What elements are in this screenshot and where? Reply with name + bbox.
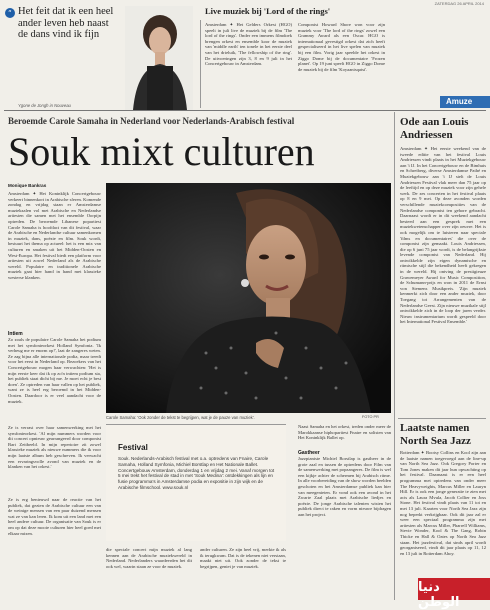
article-kicker: Beroemde Carole Samaha in Nederland voor Nederlands-Arabisch festival <box>8 116 295 126</box>
brief-live-col2: Componist Howard Shore won voor zijn muziek voor 'The lord of the rings' zowel een Grammy Award als een Oscar. HGO is internationaal gevestigd orkest dat zich heeft gespecialiseerd in het live spelen van muziek bij een film. Vorig jaar speelde het orkest in Ziggo Dome bij de documentaire 'Frozen planet'. Op 19 juni speelt HGO in Ziggo Dome de muziek bij de film 'Koyaanisqatsi'. <box>298 22 385 72</box>
col3-para1: Naast Samaha en het orkest, treden onder meer de Marokkaanse hiphopartiest Fnaire en solisten van Het Koninklijk Ballet op. <box>298 424 391 441</box>
watermark-logo <box>418 578 490 610</box>
festival-title: Festival <box>118 443 148 452</box>
col3-para2: Jazzpianiste Michiel Borstlap is gastheer in de grote zaal en tussen de optredens door Film van de samenwerking met popzangeres. De film is wel een kijkje achter de schermen bij Arabisch ritme. In alle voorbereiding van de show worden beelden geschoten en het Amsterdamse publiek kan hier van meegenieten. Er vond ook een avond in het Zwarte Zaal plaats met Arabische liedjes en poëzie. De jonge Arabische talenten wisten het publiek direct te raken en vorm nieuwe bijdragen aan het project. <box>298 456 391 517</box>
col1-para1: Amsterdam ✦ Het Koninklijk Concertgebouw verkeert binnenkort in Arabische sferen. Komende zondag en vrijdag staan er Amsterdamse muziekzalen vol met Arabische en Nederlandse artiesten die samen met het ensemble Oorpijn optreden. De beroemde Libanese popartiest Carole Samaha is hoofdact van dit festival, waar de Arabische en Nederlandse cultuur samenkomen in muziek, dans, poëzie en film. Souk wordt, bestuurt het thema op actueel: het is een mix van culturen en smaken uit het Midden-Oosten en West-Europa. Het festival biedt een platform voor artiesten uit zowel Nederland als de Arabische wereld. Populaire en traditionele Arabische muziek gaat hier hand in hand met klassieke westerse klanken. <box>8 191 101 280</box>
bottom-col-a: die speciale concert mijn muziek al lang kennen aan de Arabische muziekwereld in Nederland. Nederlanders waardeerden het dit ook wel, waarin staan ze voor de muziek. <box>106 547 192 569</box>
pull-quote-credit: Ygone de Jongh in Nouveau <box>18 103 71 108</box>
festival-box <box>106 424 286 541</box>
right-head-2: Laatste namen North Sea Jazz <box>400 422 471 447</box>
col1-para4: Ze is erg benieuwd naar de reactie van het publiek, dat gezien de Arabische cultuur een van de weinige mensen van een paar duizend mensen wat ze van kan leren. Ik kom uit een land met een heel andere cultuur. De organisatie van Souk is er om op dat deze mooie culturen hier heel goed met elkaar mixen. <box>8 497 101 536</box>
col1-para3: Ze is verrast over haar samenwerking met het symfonieorkest. 'Al mijn nummers worden voor dit concert opnieuw gearrangeerd door componist Bart Zeitbeeld. In mijn repertoire zit zowel klassieke muziek als nieuwe nummers die ik voor mijn laatste album heb geschreven. Ik verwacht een ervaringsvolle avond van muziek en de klanken van het orkest.' <box>8 425 101 470</box>
right-text-2: Rotterdam ✦ Bootsy Collins en Kool zijn aan de laatste namen toegevoegd aan de line-up van North Sea Jazz. Ook Gregory Porter en Tom Jones maken dit jaar hun opwachting op het festival. Daarnaast is er een heel programma met optredens van onder meer The Heavyweights, Marcus Miller en Lauryn Hill. Er is ook een jonge generatie te zien met acts als Laura Mvula, Jacob Collier en Joss Stone. Het festival vindt plaats van 11 tot en met 13 juli. Kaarten voor North Sea Jazz zijn nog beperkt verkrijgbaar. Ook dit jaar zal er weer een speciaal programma zijn met artiesten als Marcus Miller, Pharrell Williams, Stevie Wonder, Kool & The Gang, Robin Thicke en Hall & Oates op North Sea Jazz staan. Het jazzfestival, dat sinds april wordt georganiseerd, vindt dit jaar plaats op 11, 12 en 13 juli in Rotterdam Ahoy. <box>400 450 486 556</box>
watermark-text: دنيا الوطن <box>418 580 460 610</box>
pull-quote: Het feit dat ik een heel ander leven heb naast de dans vind ik fijn <box>18 6 114 40</box>
photo-credit: FOTO PR <box>362 415 379 419</box>
col3-subhead: Gastheer <box>298 450 320 456</box>
brief-live-title: Live muziek bij 'Lord of the rings' <box>205 6 331 16</box>
bottom-col-b: ander culturen. Ze zijn heel vrij, merkte ik als ik terugkwam. Dat is de tekenen niet verstaan, maakt niet uit. Ook zonder de tekst te begrijpen, geniet je van muziek. <box>200 547 286 569</box>
header-meta: ZATERDAG 26 APRIL 2014 <box>434 1 484 6</box>
carole-samaha-photo <box>106 183 391 413</box>
section-tag-label: Amuze <box>446 97 473 106</box>
right-text-1: Amsterdam ✦ Het eerste weekend van de tweede editie van het festival Louis Andriessen vindt plaats in het Muziekgebouw aan 't IJ. In het Concertgebouw en de Bimhuis en Schreiberg, diverse Amsterdamse Pathé en Muziekgebouw aan 't IJ stelt de Louis Andriessen Festival vlak meer dan 75 jaar op de leeftijd en op deze muziek voor zijn gehele werk. De zes concerten in het festival plaats op 8 en 9 mei. Op deze avonden worden verschillende muziekcomposities van de Nederlandse componist ten gehore gebracht. Daarnaast wordt er in dit weekend aandacht besteed aan een gesprek met een muziekwetenschapper over zijn oeuvre. Het is ook mogelijk om te luisteren naar speciale 'films en documentaires' die over de componist zijn gemaakt. Louis Andriessen, die op 6 juni 75 jaar wordt, is de belangrijkste levende componist van Nederland. Hij ontwikkelde zijn eigen dynamische en ritmische stijl die bekendheid heeft gekregen in de wereld. Hij ontving de prestigieuze Grawemeyer Award for Music Composition, de Schumann-prijs en won in 2011 de Ernst von Siemens Musikpreis. 'Zijn muziek kenmerkt zich door een ander muziek, door Toegang tot Arrangementen van de Nederlandse Geest. Zijn nieuwe muzikale stijl ontwikkelde zich in de loop der jaren verder. Nieuw instrumentarium wordt gespeeld door het International Festival Ensemble.' <box>400 146 486 325</box>
right-head-1: Ode aan Louis Andriessen <box>400 116 469 141</box>
article-col3 <box>298 424 391 599</box>
col1-subhead: Intiem <box>8 331 23 337</box>
photo-caption: Carole Samaha: 'Ook zonder de tekst te begrijpen, wat je de pauze van muziek'. <box>106 415 255 420</box>
dancer-photo <box>125 6 193 110</box>
festival-text: Souk. Nederlands-Arabisch festival met o.a. optredens van Fnaire, Carole Samaha, Holland Symfonia, Michiel Borstlap en Het Nationale Ballet. Concertgebouw Amsterdam, donderdag 1 en vrijdag 2 mei. Vanaf morgen tot 5 mei trekt het festival de stad in met 'Souk Medina': ontdekkingen als lijn en fusie programma's in Amsterdamse podia en expositie in zijn wijk en de Arabische filmschool. www.souk.nl <box>118 456 275 490</box>
section-tag <box>440 96 490 108</box>
article-byline: Monique Bankras <box>8 183 47 188</box>
article-col1 <box>8 191 101 599</box>
brief-live-col1: Amsterdam ✦ Het Gelders Orkest (HGO) speelt in juli live de muziek bij de film 'The lord of the rings'. Onder een immens filmdoek brengen orkest en ensemble koor de muziek van 'middle earth' ten tonele in het eerste deel van het drieluik, 'The fellowship of the ring'. De uitvoeringen zijn 3, 8 en 9 juli in het Concertgebouw in Amsterdam. <box>205 22 292 67</box>
article-headline: Souk mixt culturen <box>8 129 315 174</box>
col1-para2: Zo zoals de populaire Carole Samaha het podium met het symfonieorkest Holland Symfonia. 'Ik verheug me er enorm op!', laat de zangeres weten. Ze zag bijna alle internationale podia, maar treedt voor het eerst in Nederland op. Bezoekers van het Concertgebouw mogen haar verwachten: 'Het is mijn eerste keer dat ik op zo'n intiem podium sta, het publiek staat dicht bij me. Je moet echt je best doen'. Ze optreden van haar vallen op het publiek, want ze is heel erg beroemd in het Midden-Oosten. Daardoor is er veel aandacht voor de muziek. <box>8 337 101 404</box>
quote-icon: “ <box>5 8 15 18</box>
